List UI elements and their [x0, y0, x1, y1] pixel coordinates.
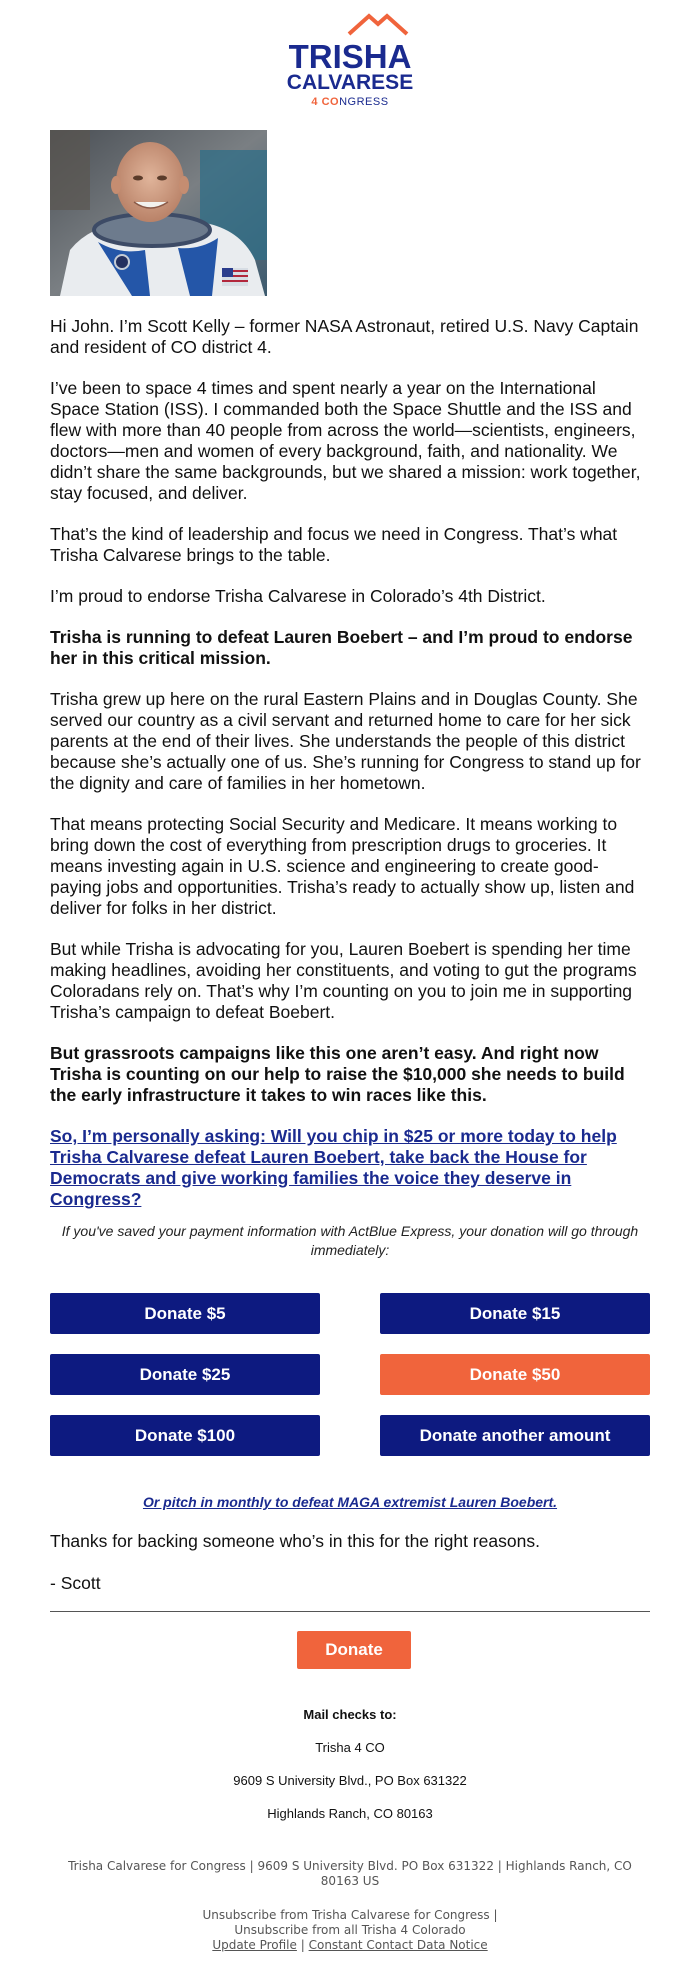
logo-name-line1: TRISHA	[288, 38, 412, 75]
logo-tagline	[280, 95, 420, 109]
background-paragraph: Trisha grew up here on the rural Eastern Plains and in Douglas County. She served our country as a civil servant and returned home to care for her sick parents at the end of their lives. She understands the people of this district because she’s actually one of us. She’s running for Congress to stand up for the dignity and care of families in her hometown.	[50, 689, 641, 793]
donate-25-button[interactable]: Donate $25	[50, 1354, 320, 1395]
opponent-paragraph: But while Trisha is advocating for you, Lauren Boebert is spending her time making headlines, avoiding her constituents, and voting to gut the programs Coloradans rely on. That’s why I’m counting on you to join me in supporting Trisha’s campaign to defeat Boebert.	[50, 939, 637, 1022]
mail-address-line1: 9609 S University Blvd., PO Box 631322	[233, 1773, 467, 1788]
unsubscribe-all-link[interactable]: Unsubscribe from all Trisha 4 Colorado	[234, 1923, 466, 1937]
leadership-paragraph: That’s the kind of leadership and focus we need in Congress. That’s what Trisha Calvarese brings to the table.	[50, 524, 618, 565]
actblue-express-note: If you've saved your payment information with ActBlue Express, your donation will go through immediately:	[61, 1223, 639, 1258]
footer-separator: |	[300, 1938, 309, 1952]
logo-tagline-accent: 4 CO	[311, 96, 340, 108]
space-experience-paragraph: I’ve been to space 4 times and spent nearly a year on the International Space Station (ISS). I commanded both the Space Shuttle and the ISS and flew with more than 40 people from across the world—scientists, engineers, doctors—men and women of every background, faith, and nationality. We didn’t share the same backgrounds, but we shared a mission: work together, stay focused, and deliver.	[50, 378, 641, 503]
divider	[50, 1611, 650, 1612]
logo-name-line2: CALVARESE	[286, 71, 414, 94]
logo-tagline-rest: NGRESS	[339, 96, 389, 108]
mail-address-line2: Highlands Ranch, CO 80163	[267, 1806, 433, 1821]
donation-ask-link[interactable]: So, I’m personally asking: Will you chip in $25 or more today to help Trisha Calvarese defeat Lauren Boebert, take back the House for Democrats and give working families the voice they deserve in Congress?	[50, 1126, 617, 1209]
astronaut-photo-image	[50, 130, 267, 296]
footer-address: Trisha Calvarese for Congress | 9609 S University Blvd. PO Box 631322 | Highlands Ranch, CO 80163 US	[68, 1859, 632, 1888]
footer-unsubscribe-block	[60, 1908, 640, 1953]
donate-button[interactable]: Donate	[297, 1631, 411, 1669]
fundraising-paragraph: But grassroots campaigns like this one aren’t easy. And right now Trisha is counting on our help to raise the $10,000 she needs to build the early infrastructure it takes to win races like this.	[50, 1043, 625, 1105]
unsubscribe-campaign-link[interactable]: Unsubscribe from Trisha Calvarese for Congress |	[202, 1908, 498, 1922]
donate-15-button[interactable]: Donate $15	[380, 1293, 650, 1334]
email-body	[50, 316, 650, 1234]
endorsement-paragraph: I’m proud to endorse Trisha Calvarese in Colorado’s 4th District.	[50, 586, 546, 606]
thanks-text: Thanks for backing someone who’s in this for the right reasons.	[50, 1531, 540, 1551]
signoff-text: - Scott	[50, 1573, 101, 1593]
mail-checks-title: Mail checks to:	[303, 1707, 397, 1722]
footer-links-row	[60, 1938, 640, 1953]
donate-5-button[interactable]: Donate $5	[50, 1293, 320, 1334]
mission-paragraph: Trisha is running to defeat Lauren Boebert – and I’m proud to endorse her in this critical mission.	[50, 627, 633, 668]
update-profile-link[interactable]: Update Profile	[212, 1938, 297, 1952]
mail-recipient-name: Trisha 4 CO	[315, 1740, 385, 1755]
data-notice-link[interactable]: Constant Contact Data Notice	[308, 1938, 488, 1952]
donate-other-amount-button[interactable]: Donate another amount	[380, 1415, 650, 1456]
monthly-donation-link[interactable]: Or pitch in monthly to defeat MAGA extremist Lauren Boebert.	[142, 1494, 558, 1510]
astronaut-photo	[50, 130, 267, 296]
ask-paragraph	[50, 1126, 650, 1210]
campaign-logo	[0, 0, 700, 120]
donate-50-button[interactable]: Donate $50	[380, 1354, 650, 1395]
mountain-logo-icon	[347, 12, 409, 36]
issues-paragraph: That means protecting Social Security and Medicare. It means working to bring down the cost of everything from prescription drugs to groceries. It means investing again in U.S. science and engineering to create good-paying jobs and opportunities. Trisha’s ready to actually show up, listen and deliver for folks in her district.	[50, 814, 635, 918]
donate-100-button[interactable]: Donate $100	[50, 1415, 320, 1456]
greeting-paragraph: Hi John. I’m Scott Kelly – former NASA Astronaut, retired U.S. Navy Captain and resident of CO district 4.	[50, 316, 639, 357]
